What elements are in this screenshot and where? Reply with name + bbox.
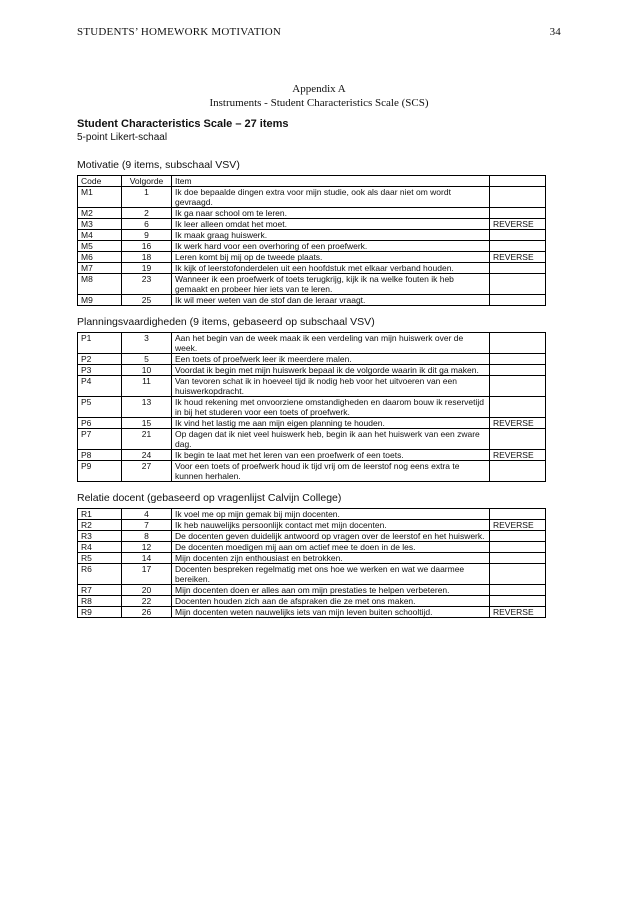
table-row [78, 531, 546, 542]
table-row [78, 252, 546, 263]
item-text: Ik vind het lastig me aan mijn eigen planning te houden. [172, 418, 490, 429]
item-code: R4 [78, 542, 122, 553]
appendix-heading [0, 82, 638, 110]
item-code: P6 [78, 418, 122, 429]
table-row [78, 509, 546, 520]
table-row [78, 187, 546, 208]
table-row [78, 596, 546, 607]
item-order: 11 [122, 376, 172, 397]
item-flag [490, 397, 546, 418]
header-flag [490, 176, 546, 187]
item-order: 21 [122, 429, 172, 450]
item-code: M2 [78, 208, 122, 219]
item-flag [490, 274, 546, 295]
item-order: 8 [122, 531, 172, 542]
section-title-planning: Planningsvaardigheden (9 items, gebaseerd op subschaal VSV) [77, 316, 375, 328]
item-text: Leren komt bij mij op de tweede plaats. [172, 252, 490, 263]
table-row [78, 263, 546, 274]
item-flag [490, 564, 546, 585]
item-order: 12 [122, 542, 172, 553]
item-flag [490, 208, 546, 219]
table-row [78, 274, 546, 295]
item-order: 13 [122, 397, 172, 418]
item-order: 6 [122, 219, 172, 230]
item-text: Ik werk hard voor een overhoring of een proefwerk. [172, 241, 490, 252]
table-relatie [77, 508, 546, 618]
table-row [78, 607, 546, 618]
item-flag: REVERSE [490, 252, 546, 263]
item-flag [490, 365, 546, 376]
item-flag [490, 241, 546, 252]
item-code: P7 [78, 429, 122, 450]
item-text: Een toets of proefwerk leer ik meerdere malen. [172, 354, 490, 365]
item-code: M9 [78, 295, 122, 306]
item-order: 3 [122, 333, 172, 354]
item-text: Ik ga naar school om te leren. [172, 208, 490, 219]
item-code: M5 [78, 241, 122, 252]
item-text: Docenten bespreken regelmatig met ons hoe we werken en wat we daarmee bereiken. [172, 564, 490, 585]
table-row [78, 241, 546, 252]
table-header-row [78, 176, 546, 187]
table-row [78, 333, 546, 354]
table-row [78, 365, 546, 376]
item-code: R1 [78, 509, 122, 520]
table-row [78, 397, 546, 418]
running-header [77, 26, 561, 42]
item-code: M3 [78, 219, 122, 230]
item-order: 4 [122, 509, 172, 520]
item-order: 19 [122, 263, 172, 274]
item-flag [490, 263, 546, 274]
section-title-motivatie: Motivatie (9 items, subschaal VSV) [77, 159, 240, 171]
item-text: Wanneer ik een proefwerk of toets terugkrijg, kijk ik na welke fouten ik heb gemaakt en probeer hier iets van te leren. [172, 274, 490, 295]
item-order: 10 [122, 365, 172, 376]
item-text: Ik maak graag huiswerk. [172, 230, 490, 241]
item-code: R7 [78, 585, 122, 596]
item-order: 14 [122, 553, 172, 564]
table-row [78, 354, 546, 365]
item-code: M4 [78, 230, 122, 241]
item-order: 2 [122, 208, 172, 219]
item-order: 23 [122, 274, 172, 295]
item-text: Docenten houden zich aan de afspraken die ze met ons maken. [172, 596, 490, 607]
item-text: Ik leer alleen omdat het moet. [172, 219, 490, 230]
table-row [78, 585, 546, 596]
item-text: Van tevoren schat ik in hoeveel tijd ik nodig heb voor het uitvoeren van een huiswerkopdracht. [172, 376, 490, 397]
item-text: Mijn docenten doen er alles aan om mijn prestaties te helpen verbeteren. [172, 585, 490, 596]
table-row [78, 553, 546, 564]
running-title: STUDENTS’ HOMEWORK MOTIVATION [77, 26, 281, 38]
item-flag [490, 585, 546, 596]
item-text: Ik heb nauwelijks persoonlijk contact met mijn docenten. [172, 520, 490, 531]
item-code: P2 [78, 354, 122, 365]
table-row [78, 564, 546, 585]
appendix-title: Appendix A [292, 83, 346, 95]
item-code: R3 [78, 531, 122, 542]
item-code: P4 [78, 376, 122, 397]
item-code: M6 [78, 252, 122, 263]
item-text: Ik begin te laat met het leren van een proefwerk of een toets. [172, 450, 490, 461]
item-code: R5 [78, 553, 122, 564]
item-order: 5 [122, 354, 172, 365]
item-order: 27 [122, 461, 172, 482]
table-planning [77, 332, 546, 482]
item-order: 17 [122, 564, 172, 585]
table-row [78, 376, 546, 397]
item-code: P9 [78, 461, 122, 482]
item-flag [490, 295, 546, 306]
item-flag [490, 509, 546, 520]
table-row [78, 461, 546, 482]
item-flag [490, 542, 546, 553]
header-item: Item [172, 176, 490, 187]
item-text: Ik doe bepaalde dingen extra voor mijn studie, ook als daar niet om wordt gevraagd. [172, 187, 490, 208]
table-row [78, 295, 546, 306]
item-text: Voor een toets of proefwerk houd ik tijd vrij om de leerstof nog eens extra te kunnen herhalen. [172, 461, 490, 482]
table-row [78, 208, 546, 219]
item-text: Ik kijk of leerstofonderdelen uit een hoofdstuk met elkaar verband houden. [172, 263, 490, 274]
item-order: 9 [122, 230, 172, 241]
item-order: 16 [122, 241, 172, 252]
item-code: R9 [78, 607, 122, 618]
item-order: 7 [122, 520, 172, 531]
item-flag [490, 230, 546, 241]
item-flag: REVERSE [490, 219, 546, 230]
item-code: R2 [78, 520, 122, 531]
table-row [78, 230, 546, 241]
item-flag: REVERSE [490, 607, 546, 618]
item-code: P3 [78, 365, 122, 376]
item-code: R8 [78, 596, 122, 607]
scale-subtitle: 5-point Likert-schaal [77, 132, 168, 143]
item-code: P1 [78, 333, 122, 354]
item-text: Ik houd rekening met onvoorziene omstandigheden en daarom bouw ik reservetijd in bij het studeren voor een toets of proefwerk. [172, 397, 490, 418]
table-row [78, 219, 546, 230]
item-code: P8 [78, 450, 122, 461]
item-flag [490, 531, 546, 542]
item-flag: REVERSE [490, 520, 546, 531]
table-row [78, 429, 546, 450]
item-flag [490, 333, 546, 354]
item-code: M8 [78, 274, 122, 295]
header-code: Code [78, 176, 122, 187]
item-order: 22 [122, 596, 172, 607]
main-content [77, 117, 545, 618]
item-text: Voordat ik begin met mijn huiswerk bepaal ik de volgorde waarin ik dit ga maken. [172, 365, 490, 376]
table-motivatie [77, 175, 546, 306]
scale-title: Student Characteristics Scale – 27 items [77, 118, 289, 130]
item-code: M1 [78, 187, 122, 208]
table-row [78, 450, 546, 461]
item-flag: REVERSE [490, 418, 546, 429]
item-text: Ik voel me op mijn gemak bij mijn docenten. [172, 509, 490, 520]
table-row [78, 418, 546, 429]
item-flag [490, 187, 546, 208]
item-flag [490, 553, 546, 564]
header-order: Volgorde [122, 176, 172, 187]
table-row [78, 542, 546, 553]
page-number: 34 [549, 26, 561, 38]
item-flag [490, 461, 546, 482]
item-order: 15 [122, 418, 172, 429]
section-title-relatie: Relatie docent (gebaseerd op vragenlijst Calvijn College) [77, 492, 342, 504]
item-flag: REVERSE [490, 450, 546, 461]
item-text: Aan het begin van de week maak ik een verdeling van mijn huiswerk over de week. [172, 333, 490, 354]
item-flag [490, 429, 546, 450]
item-order: 24 [122, 450, 172, 461]
appendix-subtitle: Instruments - Student Characteristics Scale (SCS) [209, 97, 429, 109]
item-order: 20 [122, 585, 172, 596]
item-text: Mijn docenten weten nauwelijks iets van mijn leven buiten schooltijd. [172, 607, 490, 618]
item-code: P5 [78, 397, 122, 418]
item-text: Op dagen dat ik niet veel huiswerk heb, begin ik aan het huiswerk van een zware dag. [172, 429, 490, 450]
item-order: 25 [122, 295, 172, 306]
item-text: De docenten geven duidelijk antwoord op vragen over de leerstof en het huiswerk. [172, 531, 490, 542]
item-flag [490, 596, 546, 607]
item-flag [490, 376, 546, 397]
item-text: De docenten moedigen mij aan om actief mee te doen in de les. [172, 542, 490, 553]
table-row [78, 520, 546, 531]
item-text: Ik wil meer weten van de stof dan de leraar vraagt. [172, 295, 490, 306]
item-order: 18 [122, 252, 172, 263]
item-flag [490, 354, 546, 365]
item-code: R6 [78, 564, 122, 585]
item-code: M7 [78, 263, 122, 274]
item-text: Mijn docenten zijn enthousiast en betrokken. [172, 553, 490, 564]
item-order: 26 [122, 607, 172, 618]
item-order: 1 [122, 187, 172, 208]
